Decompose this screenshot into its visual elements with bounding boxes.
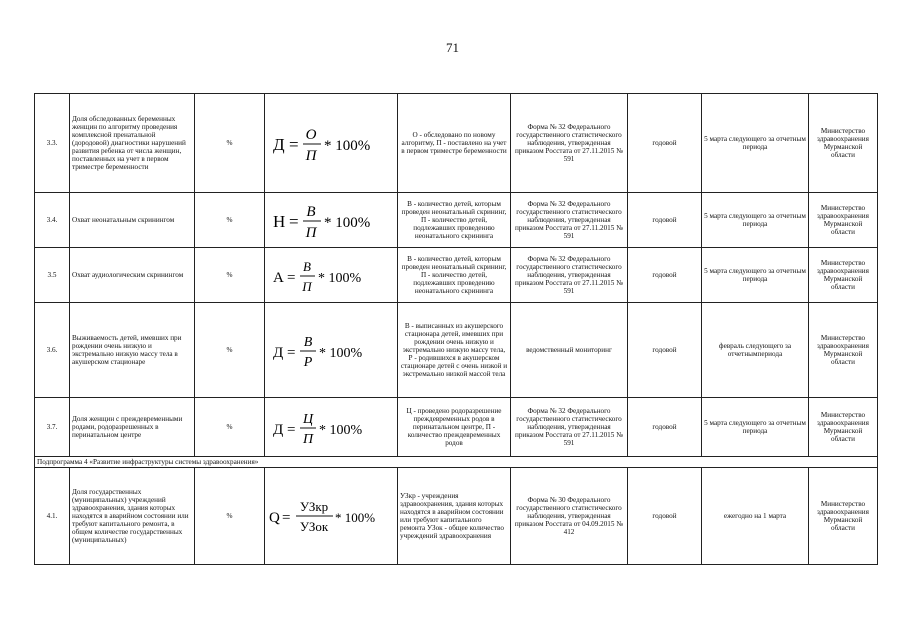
formula-tail: * 100% <box>319 346 363 361</box>
responsible: Министерство здравоохранения Мурманской области <box>809 468 878 565</box>
formula-numerator: УЗкр <box>299 499 329 515</box>
row-number: 3.3. <box>35 94 70 193</box>
periodicity: годовой <box>628 193 702 248</box>
svg-text:=: = <box>289 135 299 154</box>
periodicity: годовой <box>628 94 702 193</box>
formula-tail: * 100% <box>324 215 371 231</box>
variables-description: В - количество детей, которым проведен неонатальный скрининг, П - количество детей, подлежавших проведению неонатального скрининга <box>398 193 511 248</box>
deadline: 5 марта следующего за отчетным периода <box>702 94 809 193</box>
table-row <box>35 398 878 457</box>
responsible: Министерство здравоохранения Мурманской области <box>809 193 878 248</box>
formula-numerator: В <box>303 335 313 350</box>
formula <box>265 303 398 398</box>
svg-text:=: = <box>289 212 299 231</box>
variables-description: Ц - проведено родоразрешение преждевременных родов в перинатальном центре, П - количество преждевременных родов <box>398 398 511 457</box>
formula-numerator: Ц <box>302 412 314 427</box>
row-number: 3.7. <box>35 398 70 457</box>
periodicity: годовой <box>628 303 702 398</box>
formula-denominator: Р <box>303 355 313 370</box>
variables-description: УЗкр - учреждения здравоохранения, здания которых находятся в аварийном состоянии или требуют капитального ремонта УЗок - общее количество учреждений здравоохранения <box>398 468 511 565</box>
responsible: Министерство здравоохранения Мурманской области <box>809 398 878 457</box>
deadline: 5 марта следующего за отчетным периода <box>702 398 809 457</box>
indicator-name: Охват неонатальным скринингом <box>70 193 195 248</box>
responsible: Министерство здравоохранения Мурманской области <box>809 248 878 303</box>
deadline: ежегодно на 1 марта <box>702 468 809 565</box>
responsible: Министерство здравоохранения Мурманской области <box>809 303 878 398</box>
svg-text:=: = <box>282 510 291 527</box>
row-number: 3.6. <box>35 303 70 398</box>
formula-numerator: О <box>305 127 317 143</box>
variables-description: В - выписанных из акушерского стационара детей, имевших при рождении очень низкую и экстремально низкую массу тела, Р - родившихся в акушерском стационаре детей с очень низкой и экстремально низкой массой тела <box>398 303 511 398</box>
svg-text:=: = <box>287 270 296 286</box>
formula-lhs: А <box>273 270 284 286</box>
table-row <box>35 94 878 193</box>
indicator-name: Доля государственных (муниципальных) учреждений здравоохранения, здания которых находятся в аварийном состоянии или требуют капитального ремонта, в общем количестве государственных (муниципальных) <box>70 468 195 565</box>
row-number: 4.1. <box>35 468 70 565</box>
formula-denominator: П <box>302 432 314 447</box>
indicator-name: Доля обследованных беременных женщин по алгоритму проведения комплексной пренатальной (дородовой) диагностики нарушений развития ребенка от числа женщин, поставленных на учет в первом триместре беременности <box>70 94 195 193</box>
periodicity: годовой <box>628 248 702 303</box>
formula-numerator: В <box>303 259 311 274</box>
formula-tail: * 100% <box>319 423 363 438</box>
svg-text:=: = <box>287 345 296 361</box>
formula <box>265 248 398 303</box>
formula-tail: * 100% <box>318 271 362 286</box>
table-row <box>35 468 878 565</box>
formula-lhs: Q <box>269 510 280 527</box>
periodicity: годовой <box>628 398 702 457</box>
formula-lhs: Д <box>273 345 284 361</box>
unit: % <box>195 94 265 193</box>
data-source: Форма № 32 Федерального государственного статистического наблюдения, утвержденная приказом Росстата от 27.11.2015 № 591 <box>511 193 628 248</box>
formula <box>265 468 398 565</box>
formula-graphic <box>267 253 395 297</box>
indicator-name: Охват аудиологическим скринингом <box>70 248 195 303</box>
indicator-name: Выживаемость детей, имевших при рождении очень низкую и экстремально низкую массу тела в акушерском стационаре <box>70 303 195 398</box>
formula-graphic <box>267 121 395 165</box>
data-source: Форма № 32 Федерального государственного статистического наблюдения, утвержденная приказом Росстата от 27.11.2015 № 591 <box>511 94 628 193</box>
formula <box>265 94 398 193</box>
formula-tail: * 100% <box>324 138 371 154</box>
variables-description: О - обследовано по новому алгоритму, П - поставлено на учет в первом триместре беременности <box>398 94 511 193</box>
formula-graphic <box>267 198 395 242</box>
deadline: 5 марта следующего за отчетным периода <box>702 193 809 248</box>
data-source: Форма № 30 Федерального государственного статистического наблюдения, утвержденная приказом Росстата от 04.09.2015 № 412 <box>511 468 628 565</box>
formula-lhs: Д <box>273 135 285 154</box>
variables-description: В - количество детей, которым проведен неонатальный скрининг, П - количество детей, подлежавших проведению неонатального скрининга <box>398 248 511 303</box>
formula-denominator: УЗок <box>299 519 329 535</box>
deadline: 5 марта следующего за отчетным периода <box>702 248 809 303</box>
data-source: Форма № 32 Федерального государственного статистического наблюдения, утвержденная приказом Росстата от 27.11.2015 № 591 <box>511 398 628 457</box>
formula-lhs: Д <box>273 422 284 438</box>
data-source: ведомственный мониторинг <box>511 303 628 398</box>
indicators-table <box>34 93 878 565</box>
deadline: февраль следующего за отчетнымпериода <box>702 303 809 398</box>
formula-denominator: П <box>302 279 312 294</box>
table-row <box>35 303 878 398</box>
unit: % <box>195 248 265 303</box>
svg-text:=: = <box>287 422 296 438</box>
formula-denominator: П <box>305 148 317 164</box>
unit: % <box>195 193 265 248</box>
table-row <box>35 248 878 303</box>
formula-graphic <box>267 328 395 372</box>
table-row <box>35 457 878 468</box>
indicator-name: Доля женщин с преждевременными родами, родоразрешенных в перинатальном центре <box>70 398 195 457</box>
formula-numerator: В <box>306 204 316 220</box>
formula <box>265 193 398 248</box>
unit: % <box>195 303 265 398</box>
formula-denominator: П <box>305 225 317 241</box>
row-number: 3.4. <box>35 193 70 248</box>
subprogram-title: Подпрограмма 4 «Развитие инфраструктуры системы здравоохранения» <box>35 457 878 468</box>
unit: % <box>195 398 265 457</box>
row-number: 3.5 <box>35 248 70 303</box>
formula-lhs: Н <box>273 212 286 231</box>
data-source: Форма № 32 Федерального государственного статистического наблюдения, утвержденная приказом Росстата от 27.11.2015 № 591 <box>511 248 628 303</box>
formula-graphic <box>267 494 395 538</box>
unit: % <box>195 468 265 565</box>
periodicity: годовой <box>628 468 702 565</box>
table-row <box>35 193 878 248</box>
responsible: Министерство здравоохранения Мурманской области <box>809 94 878 193</box>
formula-graphic <box>267 405 395 449</box>
formula-tail: * 100% <box>335 510 376 526</box>
page-number: 71 <box>446 40 459 55</box>
formula <box>265 398 398 457</box>
